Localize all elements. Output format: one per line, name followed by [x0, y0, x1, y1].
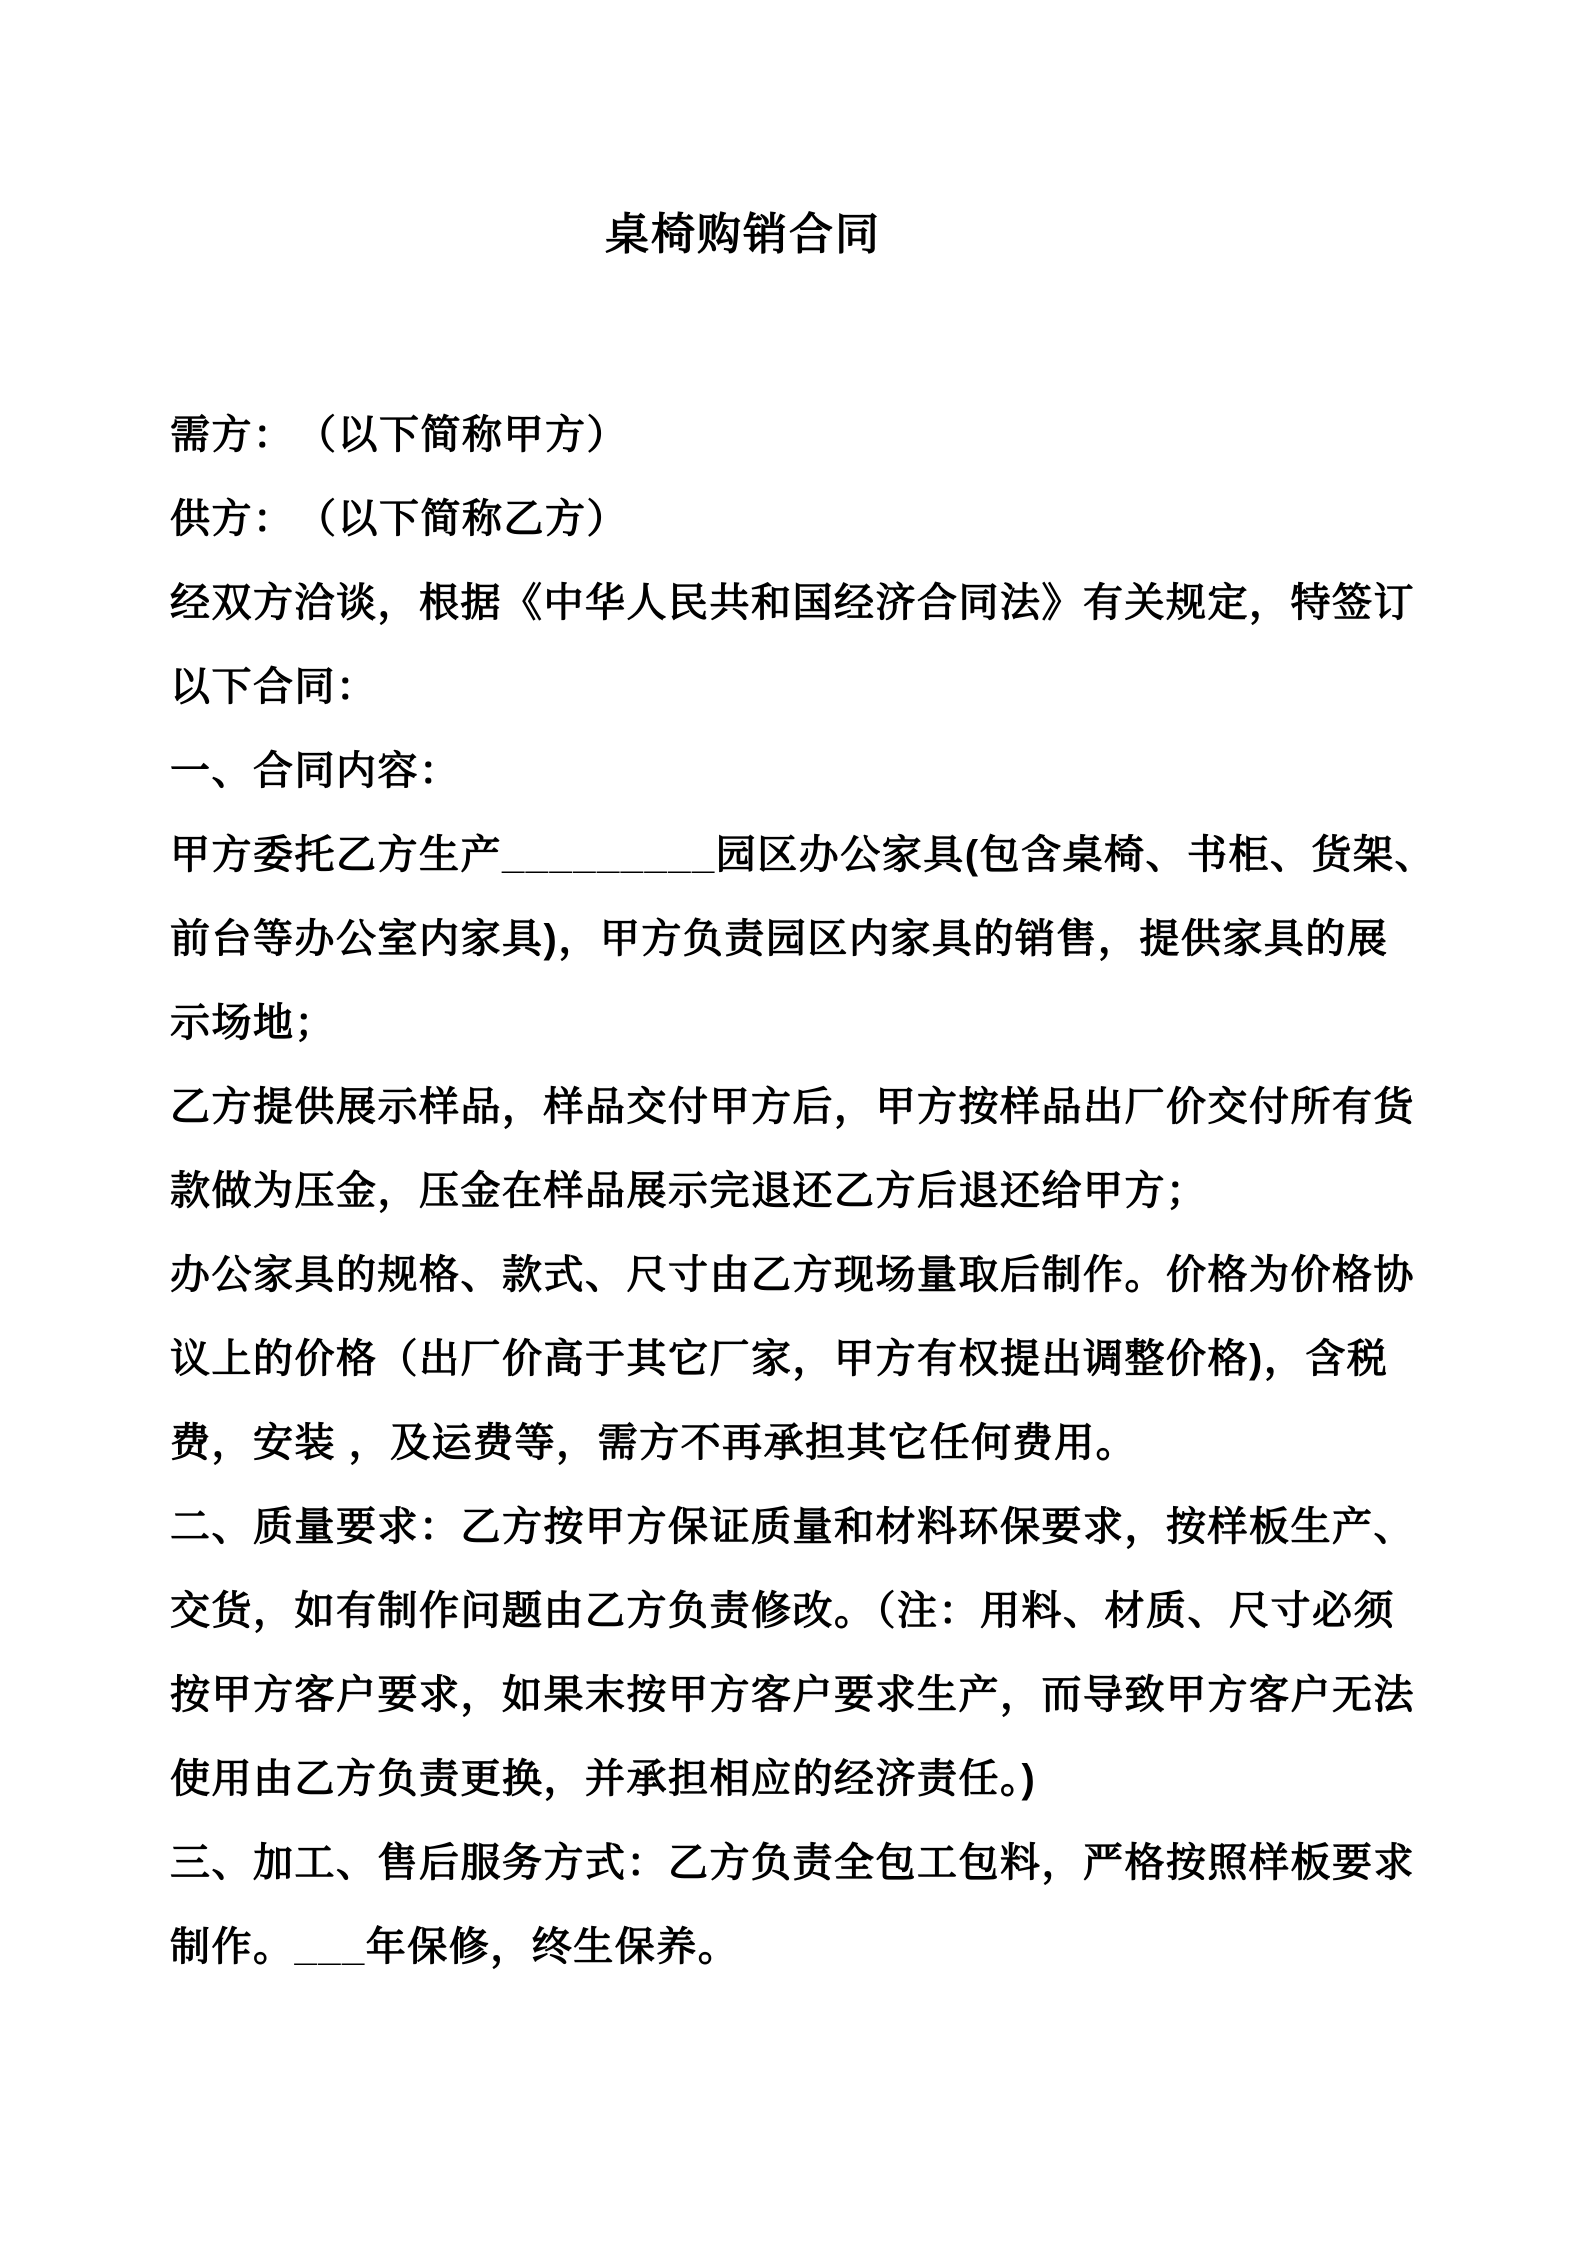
document-body	[0, 393, 1586, 1989]
section-heading-1: 一、合同内容：	[170, 749, 461, 793]
text-line: 办公家具的规格、款式、尺寸由乙方现场量取后制作。价格为价格协	[170, 1253, 1415, 1297]
text-line: 制作。___年保修，终生保养。	[170, 1925, 740, 1969]
section-heading-2: 二、质量要求：乙方按甲方保证质量和材料环保要求，按样板生产、	[170, 1505, 1415, 1549]
text-line: 按甲方客户要求，如果末按甲方客户要求生产，而导致甲方客户无法	[170, 1673, 1415, 1717]
text-line: 乙方提供展示样品，样品交付甲方后，甲方按样品出厂价交付所有货	[170, 1085, 1415, 1129]
text-line: 费，安装 ，及运费等，需方不再承担其它任何费用。	[170, 1421, 1138, 1465]
text-line: 使用由乙方负责更换，并承担相应的经济责任。)	[170, 1757, 1037, 1801]
text-line: 前台等办公室内家具)，甲方负责园区内家具的销售，提供家具的展	[170, 917, 1389, 961]
text-line: 甲方委托乙方生产_________园区办公家具(包含桌椅、书柜、货架、	[170, 833, 1437, 877]
text-line: 以下合同：	[170, 665, 378, 709]
text-line: 示场地；	[170, 1001, 336, 1045]
text-line: 交货，如有制作问题由乙方负责修改。（注：用料、材质、尺寸必须	[170, 1589, 1395, 1633]
text-line: 供方： （以下简称乙方）	[170, 497, 628, 541]
text-line: 经双方洽谈，根据《中华人民共和国经济合同法》有关规定，特签订	[170, 581, 1415, 625]
text-line: 需方： （以下简称甲方）	[170, 413, 628, 457]
text-line: 议上的价格（出厂价高于其它厂家，甲方有权提出调整价格)，含税	[170, 1337, 1389, 1381]
document-title: 桌椅购销合同	[605, 210, 881, 259]
text-line: 款做为压金，压金在样品展示完退还乙方后退还给甲方；	[170, 1169, 1208, 1213]
section-heading-3: 三、加工、售后服务方式：乙方负责全包工包料，严格按照样板要求	[170, 1841, 1415, 1885]
